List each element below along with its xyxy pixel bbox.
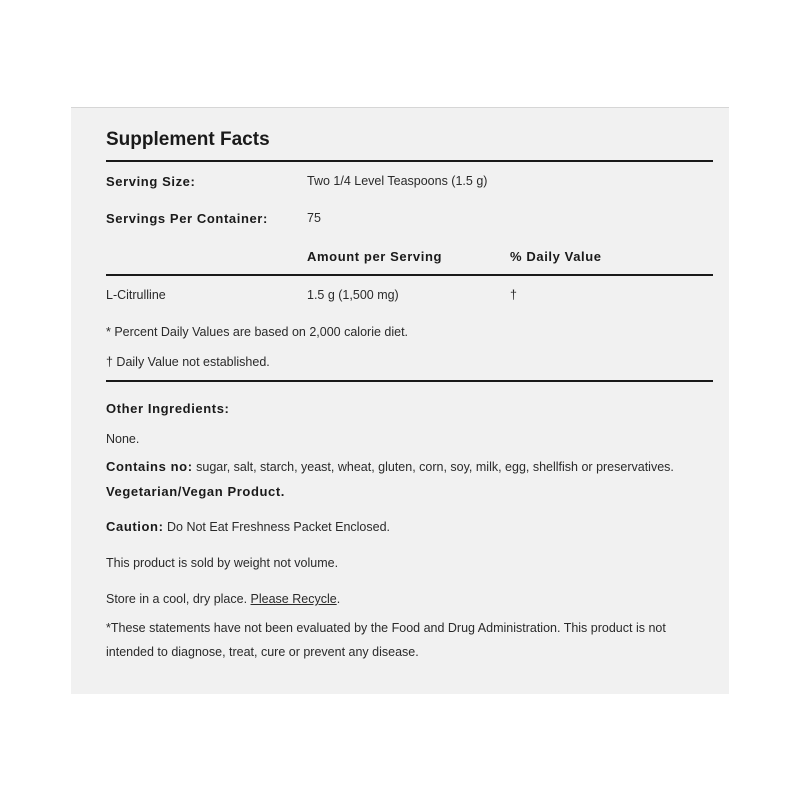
serving-size-label: Serving Size: — [106, 174, 196, 189]
caution-label: Caution: — [106, 519, 164, 534]
other-ingredients-label: Other Ingredients: — [106, 401, 230, 416]
header-divider — [106, 274, 713, 276]
caution-value: Do Not Eat Freshness Packet Enclosed. — [163, 520, 391, 534]
storage-end: . — [336, 592, 341, 606]
serving-size-value: Two 1/4 Level Teaspoons (1.5 g) — [307, 174, 488, 188]
servings-per-container-value: 75 — [307, 211, 321, 225]
disclaimer-line-1: *These statements have not been evaluated by the Food and Drug Administration. This product is not — [106, 621, 666, 635]
panel-title: Supplement Facts — [106, 129, 270, 150]
amount-column-header: Amount per Serving — [307, 249, 443, 264]
contains-no-value: sugar, salt, starch, yeast, wheat, gluten, corn, soy, milk, egg, shellfish or preservatives. — [192, 460, 674, 474]
vegetarian-statement: Vegetarian/Vegan Product. — [106, 484, 285, 499]
footnote-divider — [106, 380, 713, 382]
ingredient-name: L-Citrulline — [106, 288, 166, 302]
contains-no-label: Contains no: — [106, 459, 193, 474]
ingredient-daily-value: † — [510, 288, 517, 302]
storage-line — [106, 592, 340, 606]
footnote-percent: * Percent Daily Values are based on 2,000 calorie diet. — [106, 325, 409, 339]
other-ingredients-value: None. — [106, 432, 140, 446]
servings-per-container-label: Servings Per Container: — [106, 211, 268, 226]
weight-note: This product is sold by weight not volume. — [106, 556, 339, 570]
recycle-link[interactable]: Please Recycle — [250, 592, 337, 606]
disclaimer-line-2: intended to diagnose, treat, cure or prevent any disease. — [106, 645, 419, 659]
caution-line — [106, 519, 390, 534]
storage-text: Store in a cool, dry place. — [106, 592, 251, 606]
ingredient-amount: 1.5 g (1,500 mg) — [307, 288, 399, 302]
supplement-facts-panel — [71, 107, 729, 694]
title-divider — [106, 160, 713, 162]
daily-value-column-header: % Daily Value — [510, 249, 602, 264]
footnote-dagger: † Daily Value not established. — [106, 355, 270, 369]
contains-no-line — [106, 459, 674, 474]
